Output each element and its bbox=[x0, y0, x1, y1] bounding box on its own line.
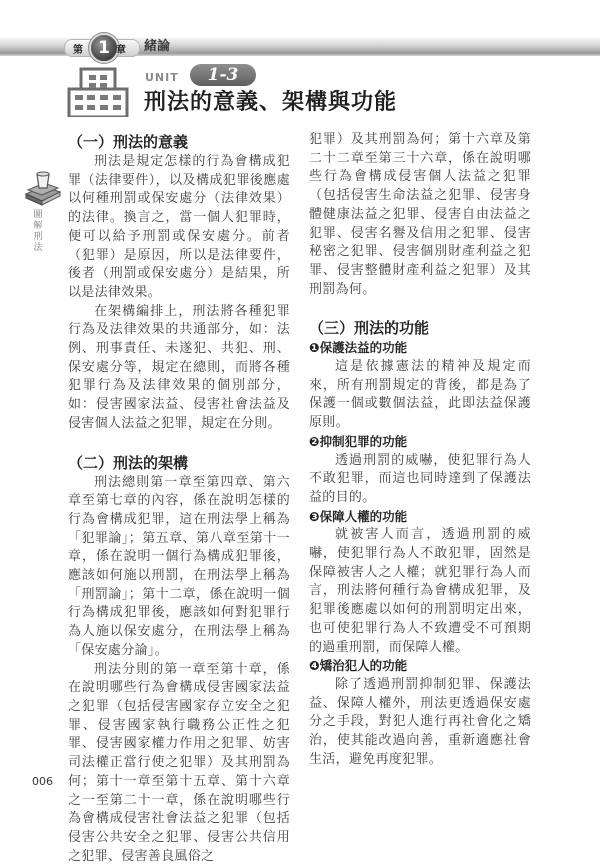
paragraph: 這是依據憲法的精神及規定而來，所有刑罰規定的背後，都是為了保護一個或數個法益，此即法益保護原則。 bbox=[309, 359, 531, 431]
number-marker-3: ❸ bbox=[309, 508, 320, 524]
unit-number-badge: 1-3 bbox=[190, 64, 256, 86]
paragraph: 刑法總則第一章至第四章、第六章至第七章的內容，係在說明怎樣的行為會構成犯罪，這在刑法學上稱為「犯罪論」；第五章、第八章至第十一章，係在說明一個行為構成犯罪後，應該如何施以刑罰，在刑法學上稱為「刑罰論」；第十二章，係在說明一個行為構成犯罪後，應該如何對犯罪行為人施以保安處分，在刑法學上稱為「保安處分論」。 bbox=[68, 474, 290, 658]
chapter-name: 緒論 bbox=[144, 39, 171, 54]
function-item-heading bbox=[309, 433, 531, 452]
number-marker-4: ❹ bbox=[309, 658, 320, 674]
paragraph: 就被害人而言，透過刑罰的威嚇，使犯罪行為人不敢犯罪，固然是保障被害人之人權；就犯罪行為人而言，刑法將何種行為會構成犯罪，及犯罪後應處以如何的刑罰明定出來，也可使犯罪行為人不致遭受不可預期的過重刑罰，而保障人權。 bbox=[309, 527, 531, 655]
paragraph: 透過刑罰的威嚇，使犯罪行為人不敢犯罪，而這也同時達到了保護法益的目的。 bbox=[309, 452, 531, 505]
number-marker-2: ❷ bbox=[309, 433, 320, 449]
paragraph-continued: 犯罪）及其刑罰為何；第十六章及第二十二章至第三十六章，係在說明哪些行為會構成侵害個人法益之犯罪（包括侵害生命法益之犯罪、侵害身體健康法益之犯罪、侵害自由法益之犯罪、侵害名譽及信用之犯罪、侵害秘密之犯罪、侵害個別財產利益之犯罪、侵害整體財產利益之犯罪）及其刑罰為何。 bbox=[309, 132, 531, 297]
page-number: 006 bbox=[32, 775, 53, 788]
function-title: 保障人權的功能 bbox=[319, 508, 408, 524]
function-title: 矯治犯人的功能 bbox=[319, 658, 408, 674]
chapter-number: 1 bbox=[89, 33, 119, 63]
spacer bbox=[309, 299, 531, 317]
function-item-heading bbox=[309, 657, 531, 676]
books-and-cup-icon bbox=[24, 168, 62, 206]
chapter-badge bbox=[64, 33, 138, 61]
section-heading-structure: （二）刑法的架構 bbox=[68, 453, 189, 472]
book-title-vertical: 圖解刑法 bbox=[33, 210, 43, 253]
function-title: 保護法益的功能 bbox=[319, 340, 408, 356]
section-heading-functions: （三）刑法的功能 bbox=[309, 319, 430, 338]
function-item-heading bbox=[309, 339, 531, 358]
chapter-prefix: 第 bbox=[73, 45, 83, 56]
unit-title: 刑法的意義、架構與功能 bbox=[144, 90, 398, 115]
paragraph: 除了透過刑罰抑制犯罪、保護法益、保障人權外，刑法更透過保安處分之手段，對犯人進行再社會化之矯治，使其能改過向善，重新適應社會生活，避免再度犯罪。 bbox=[309, 676, 531, 767]
section-heading-meaning: （一）刑法的意義 bbox=[68, 133, 189, 151]
paragraph: 刑法分則的第一章至第十章，係在說明哪些行為會構成侵害國家法益之犯罪（包括侵害國家存立安全之犯罪、侵害國家執行職務公正性之犯罪、侵害國家權力作用之犯罪、妨害司法權正當行使之犯罪）及其刑罰為何；第十一章至第十五章、第十六章之一至第二十一章，係在說明哪些行為會構成侵害社會法益之犯罪（包括侵害公共安全之犯罪、侵害公共信用之犯罪、侵害善良風俗之 bbox=[68, 661, 290, 864]
building-icon bbox=[67, 67, 129, 117]
number-marker-1: ❶ bbox=[309, 340, 320, 356]
function-title: 抑制犯罪的功能 bbox=[319, 433, 408, 449]
function-item-heading bbox=[309, 508, 531, 527]
paragraph: 刑法是規定怎樣的行為會構成犯罪（法律要件），以及構成犯罪後應處以何種刑罰或保安處分（法律效果）的法律。換言之，當一個人犯罪時，便可以給予刑罰或保安處分。前者（犯罪）是原因，所以是法律要件，後者（刑罰或保安處分）是結果，所以是法律效果。 bbox=[68, 154, 290, 300]
spacer bbox=[68, 434, 290, 452]
left-column bbox=[68, 131, 290, 866]
chapter-suffix: 章 bbox=[116, 45, 126, 56]
unit-label: UNIT bbox=[145, 71, 179, 84]
right-column bbox=[309, 131, 531, 770]
paragraph: 在架構編排上，刑法將各種犯罪行為及法律效果的共通部分，如：法例、刑事責任、未遂犯、共犯、刑、保安處分等，規定在總則，而將各種犯罪行為及法律效果的個別部分，如：侵害國家法益、侵害社會法益及侵害個人法益之犯罪，規定在分則。 bbox=[68, 303, 290, 431]
